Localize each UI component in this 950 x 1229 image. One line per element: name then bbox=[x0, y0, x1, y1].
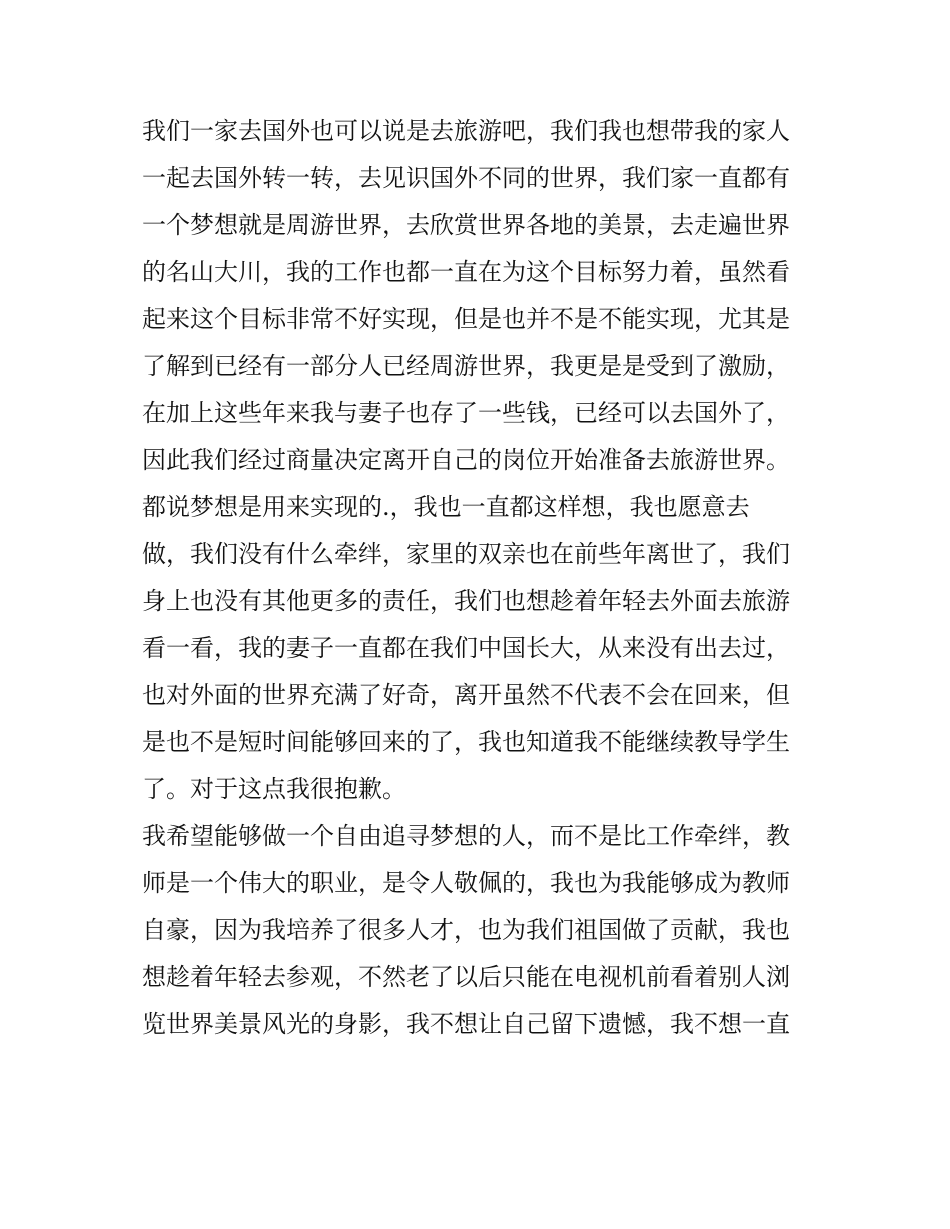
text-line-19: 想趁着年轻去参观，不然老了以后只能在电视机前看着别人浏 bbox=[142, 963, 790, 991]
text-line-18: 自豪，因为我培养了很多人才，也为我们祖国做了贡献，我也 bbox=[142, 916, 790, 944]
text-line-12: 看一看，我的妻子一直都在我们中国长大，从来没有出去过， bbox=[142, 634, 790, 662]
text-line-3: 一个梦想就是周游世界，去欣赏世界各地的美景，去走遍世界 bbox=[142, 211, 790, 239]
text-line-9: 都说梦想是用来实现的.，我也一直都这样想，我也愿意去 bbox=[142, 493, 750, 521]
text-line-6: 了解到已经有一部分人已经周游世界，我更是是受到了激励， bbox=[142, 352, 790, 380]
text-line-14: 是也不是短时间能够回来的了，我也知道我不能继续教导学生 bbox=[142, 728, 790, 756]
text-line-20: 览世界美景风光的身影，我不想让自己留下遗憾，我不想一直 bbox=[142, 1010, 790, 1038]
text-line-2: 一起去国外转一转，去见识国外不同的世界，我们家一直都有 bbox=[142, 164, 790, 192]
text-line-10: 做，我们没有什么牵绊，家里的双亲也在前些年离世了，我们 bbox=[142, 540, 790, 568]
text-line-7: 在加上这些年来我与妻子也存了一些钱，已经可以去国外了， bbox=[142, 399, 790, 427]
text-line-15: 了。对于这点我很抱歉。 bbox=[142, 775, 406, 803]
text-line-5: 起来这个目标非常不好实现，但是也并不是不能实现，尤其是 bbox=[142, 305, 790, 333]
body-text bbox=[142, 108, 812, 1048]
text-line-8: 因此我们经过商量决定离开自己的岗位开始准备去旅游世界。 bbox=[142, 446, 790, 474]
text-line-16: 我希望能够做一个自由追寻梦想的人，而不是比工作牵绊，教 bbox=[142, 822, 790, 850]
text-line-4: 的名山大川，我的工作也都一直在为这个目标努力着，虽然看 bbox=[142, 258, 790, 286]
text-line-1: 我们一家去国外也可以说是去旅游吧，我们我也想带我的家人 bbox=[142, 117, 790, 145]
text-line-11: 身上也没有其他更多的责任，我们也想趁着年轻去外面去旅游 bbox=[142, 587, 790, 615]
text-line-17: 师是一个伟大的职业，是令人敬佩的，我也为我能够成为教师 bbox=[142, 869, 790, 897]
text-line-13: 也对外面的世界充满了好奇，离开虽然不代表不会在回来，但 bbox=[142, 681, 790, 709]
